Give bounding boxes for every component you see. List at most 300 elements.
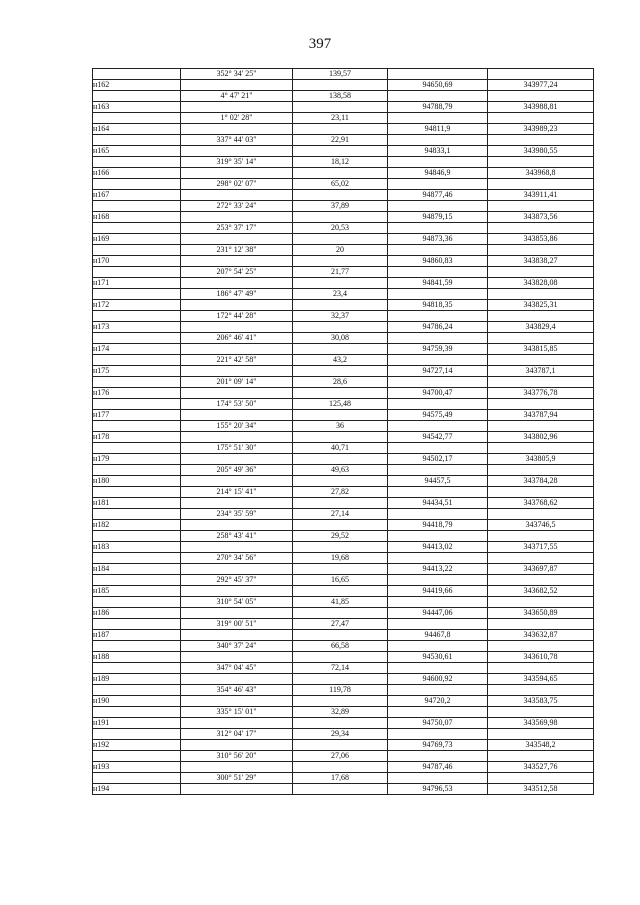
- segment-row: [93, 157, 594, 168]
- bearing-cell: 270° 34' 56": [181, 553, 293, 564]
- y-coordinate-cell: 343697,87: [488, 564, 594, 575]
- length-cell: [293, 146, 388, 157]
- x-coordinate-cell: 94447,06: [388, 608, 488, 619]
- point-row: [93, 476, 594, 487]
- point-name-cell: н188: [93, 652, 181, 663]
- x-coordinate-cell: 94841,59: [388, 278, 488, 289]
- segment-row: [93, 421, 594, 432]
- segment-row: [93, 575, 594, 586]
- point-row: [93, 234, 594, 245]
- segment-row: [93, 355, 594, 366]
- y-coordinate-cell: 343632,87: [488, 630, 594, 641]
- point-row: [93, 762, 594, 773]
- x-coordinate-cell: 94542,77: [388, 432, 488, 443]
- length-cell: [293, 124, 388, 135]
- segment-row: [93, 443, 594, 454]
- bearing-cell: [181, 344, 293, 355]
- x-coordinate-cell: [388, 311, 488, 322]
- y-coordinate-cell: [488, 267, 594, 278]
- y-coordinate-cell: 343787,1: [488, 366, 594, 377]
- segment-row: [93, 267, 594, 278]
- y-coordinate-cell: 343838,27: [488, 256, 594, 267]
- point-name-cell: [93, 553, 181, 564]
- y-coordinate-cell: [488, 377, 594, 388]
- x-coordinate-cell: 94796,53: [388, 784, 488, 795]
- x-coordinate-cell: [388, 729, 488, 740]
- point-name-cell: [93, 619, 181, 630]
- segment-row: [93, 663, 594, 674]
- point-name-cell: [93, 311, 181, 322]
- point-name-cell: н187: [93, 630, 181, 641]
- y-coordinate-cell: 343829,4: [488, 322, 594, 333]
- y-coordinate-cell: 343815,85: [488, 344, 594, 355]
- bearing-cell: 319° 35' 14": [181, 157, 293, 168]
- bearing-cell: [181, 718, 293, 729]
- bearing-cell: 234° 35' 59": [181, 509, 293, 520]
- bearing-cell: [181, 740, 293, 751]
- point-name-cell: н183: [93, 542, 181, 553]
- point-row: [93, 168, 594, 179]
- point-name-cell: н162: [93, 80, 181, 91]
- bearing-cell: [181, 630, 293, 641]
- length-cell: 19,68: [293, 553, 388, 564]
- y-coordinate-cell: [488, 443, 594, 454]
- point-name-cell: н191: [93, 718, 181, 729]
- length-cell: [293, 564, 388, 575]
- point-row: [93, 344, 594, 355]
- bearing-cell: 253° 37' 17": [181, 223, 293, 234]
- y-coordinate-cell: 343776,78: [488, 388, 594, 399]
- y-coordinate-cell: 343682,52: [488, 586, 594, 597]
- point-row: [93, 498, 594, 509]
- point-row: [93, 652, 594, 663]
- x-coordinate-cell: 94769,73: [388, 740, 488, 751]
- length-cell: [293, 454, 388, 465]
- y-coordinate-cell: 343828,08: [488, 278, 594, 289]
- length-cell: 22,91: [293, 135, 388, 146]
- x-coordinate-cell: [388, 575, 488, 586]
- segment-row: [93, 69, 594, 80]
- point-name-cell: [93, 707, 181, 718]
- bearing-cell: [181, 762, 293, 773]
- point-name-cell: [93, 69, 181, 80]
- y-coordinate-cell: [488, 113, 594, 124]
- y-coordinate-cell: [488, 223, 594, 234]
- length-cell: [293, 344, 388, 355]
- point-name-cell: [93, 355, 181, 366]
- x-coordinate-cell: 94418,79: [388, 520, 488, 531]
- length-cell: [293, 366, 388, 377]
- x-coordinate-cell: [388, 377, 488, 388]
- length-cell: [293, 520, 388, 531]
- point-name-cell: н192: [93, 740, 181, 751]
- y-coordinate-cell: 343968,8: [488, 168, 594, 179]
- page-number: 397: [308, 36, 332, 52]
- y-coordinate-cell: [488, 201, 594, 212]
- length-cell: [293, 388, 388, 399]
- length-cell: 66,58: [293, 641, 388, 652]
- bearing-cell: 292° 45' 37": [181, 575, 293, 586]
- point-row: [93, 410, 594, 421]
- bearing-cell: 207° 54' 25": [181, 267, 293, 278]
- y-coordinate-cell: 343548,2: [488, 740, 594, 751]
- point-row: [93, 102, 594, 113]
- point-name-cell: [93, 443, 181, 454]
- y-coordinate-cell: [488, 641, 594, 652]
- bearing-cell: 205° 49' 36": [181, 465, 293, 476]
- y-coordinate-cell: 343911,41: [488, 190, 594, 201]
- length-cell: 119,78: [293, 685, 388, 696]
- point-name-cell: [93, 575, 181, 586]
- bearing-cell: [181, 146, 293, 157]
- length-cell: [293, 652, 388, 663]
- bearing-cell: 221° 42' 58": [181, 355, 293, 366]
- y-coordinate-cell: 343805,9: [488, 454, 594, 465]
- point-name-cell: [93, 685, 181, 696]
- y-coordinate-cell: 343594,65: [488, 674, 594, 685]
- y-coordinate-cell: [488, 179, 594, 190]
- x-coordinate-cell: [388, 223, 488, 234]
- point-row: [93, 674, 594, 685]
- segment-row: [93, 245, 594, 256]
- x-coordinate-cell: 94786,24: [388, 322, 488, 333]
- y-coordinate-cell: [488, 69, 594, 80]
- x-coordinate-cell: [388, 245, 488, 256]
- point-row: [93, 80, 594, 91]
- segment-row: [93, 333, 594, 344]
- y-coordinate-cell: [488, 399, 594, 410]
- y-coordinate-cell: [488, 685, 594, 696]
- x-coordinate-cell: 94413,22: [388, 564, 488, 575]
- y-coordinate-cell: 343583,75: [488, 696, 594, 707]
- segment-row: [93, 641, 594, 652]
- bearing-cell: 155° 20' 34": [181, 421, 293, 432]
- bearing-cell: [181, 696, 293, 707]
- y-coordinate-cell: [488, 245, 594, 256]
- coordinates-table: [92, 68, 594, 795]
- y-coordinate-cell: 343988,81: [488, 102, 594, 113]
- x-coordinate-cell: 94833,1: [388, 146, 488, 157]
- length-cell: 27,06: [293, 751, 388, 762]
- x-coordinate-cell: [388, 289, 488, 300]
- length-cell: [293, 542, 388, 553]
- point-name-cell: [93, 641, 181, 652]
- point-row: [93, 542, 594, 553]
- point-name-cell: [93, 531, 181, 542]
- point-name-cell: [93, 267, 181, 278]
- x-coordinate-cell: [388, 399, 488, 410]
- length-cell: 27,82: [293, 487, 388, 498]
- x-coordinate-cell: [388, 179, 488, 190]
- bearing-cell: [181, 278, 293, 289]
- x-coordinate-cell: [388, 443, 488, 454]
- length-cell: 41,85: [293, 597, 388, 608]
- bearing-cell: 272° 33' 24": [181, 201, 293, 212]
- bearing-cell: 172° 44' 28": [181, 311, 293, 322]
- segment-row: [93, 487, 594, 498]
- bearing-cell: [181, 80, 293, 91]
- x-coordinate-cell: 94727,14: [388, 366, 488, 377]
- x-coordinate-cell: [388, 333, 488, 344]
- length-cell: 17,68: [293, 773, 388, 784]
- point-row: [93, 520, 594, 531]
- y-coordinate-cell: [488, 751, 594, 762]
- point-row: [93, 608, 594, 619]
- segment-row: [93, 773, 594, 784]
- point-name-cell: н189: [93, 674, 181, 685]
- x-coordinate-cell: [388, 69, 488, 80]
- point-name-cell: [93, 91, 181, 102]
- point-name-cell: н184: [93, 564, 181, 575]
- y-coordinate-cell: [488, 619, 594, 630]
- x-coordinate-cell: [388, 707, 488, 718]
- point-name-cell: н186: [93, 608, 181, 619]
- length-cell: 32,37: [293, 311, 388, 322]
- y-coordinate-cell: 343980,55: [488, 146, 594, 157]
- point-name-cell: [93, 245, 181, 256]
- x-coordinate-cell: [388, 773, 488, 784]
- x-coordinate-cell: 94600,92: [388, 674, 488, 685]
- segment-row: [93, 311, 594, 322]
- bearing-cell: [181, 410, 293, 421]
- y-coordinate-cell: [488, 663, 594, 674]
- y-coordinate-cell: [488, 91, 594, 102]
- x-coordinate-cell: 94879,15: [388, 212, 488, 223]
- length-cell: 32,89: [293, 707, 388, 718]
- x-coordinate-cell: 94759,39: [388, 344, 488, 355]
- y-coordinate-cell: [488, 597, 594, 608]
- length-cell: 16,65: [293, 575, 388, 586]
- point-name-cell: н165: [93, 146, 181, 157]
- bearing-cell: 186° 47' 49": [181, 289, 293, 300]
- x-coordinate-cell: 94457,5: [388, 476, 488, 487]
- y-coordinate-cell: [488, 289, 594, 300]
- bearing-cell: [181, 300, 293, 311]
- y-coordinate-cell: 343610,78: [488, 652, 594, 663]
- x-coordinate-cell: [388, 487, 488, 498]
- point-name-cell: н182: [93, 520, 181, 531]
- point-name-cell: [93, 223, 181, 234]
- length-cell: [293, 168, 388, 179]
- y-coordinate-cell: 343717,55: [488, 542, 594, 553]
- segment-row: [93, 135, 594, 146]
- y-coordinate-cell: [488, 487, 594, 498]
- point-name-cell: н194: [93, 784, 181, 795]
- segment-row: [93, 289, 594, 300]
- y-coordinate-cell: 343825,31: [488, 300, 594, 311]
- point-row: [93, 388, 594, 399]
- point-name-cell: н167: [93, 190, 181, 201]
- length-cell: [293, 630, 388, 641]
- x-coordinate-cell: [388, 751, 488, 762]
- point-row: [93, 696, 594, 707]
- y-coordinate-cell: 343977,24: [488, 80, 594, 91]
- length-cell: [293, 190, 388, 201]
- bearing-cell: [181, 322, 293, 333]
- point-name-cell: н168: [93, 212, 181, 223]
- point-row: [93, 278, 594, 289]
- x-coordinate-cell: 94650,69: [388, 80, 488, 91]
- length-cell: 27,47: [293, 619, 388, 630]
- point-name-cell: н178: [93, 432, 181, 443]
- x-coordinate-cell: [388, 685, 488, 696]
- point-name-cell: н174: [93, 344, 181, 355]
- y-coordinate-cell: [488, 531, 594, 542]
- length-cell: 36: [293, 421, 388, 432]
- point-row: [93, 322, 594, 333]
- bearing-cell: 310° 56' 20": [181, 751, 293, 762]
- point-row: [93, 190, 594, 201]
- point-name-cell: [93, 509, 181, 520]
- point-name-cell: н164: [93, 124, 181, 135]
- point-name-cell: [93, 113, 181, 124]
- segment-row: [93, 685, 594, 696]
- segment-row: [93, 399, 594, 410]
- length-cell: 28,6: [293, 377, 388, 388]
- x-coordinate-cell: 94788,79: [388, 102, 488, 113]
- segment-row: [93, 201, 594, 212]
- y-coordinate-cell: [488, 311, 594, 322]
- point-name-cell: [93, 399, 181, 410]
- segment-row: [93, 179, 594, 190]
- bearing-cell: [181, 784, 293, 795]
- bearing-cell: 231° 12' 38": [181, 245, 293, 256]
- length-cell: [293, 740, 388, 751]
- y-coordinate-cell: [488, 465, 594, 476]
- x-coordinate-cell: [388, 465, 488, 476]
- bearing-cell: 174° 53' 50": [181, 399, 293, 410]
- bearing-cell: 312° 04' 17": [181, 729, 293, 740]
- point-row: [93, 454, 594, 465]
- length-cell: [293, 498, 388, 509]
- point-name-cell: [93, 663, 181, 674]
- y-coordinate-cell: 343802,96: [488, 432, 594, 443]
- bearing-cell: 310° 54' 05": [181, 597, 293, 608]
- length-cell: 139,57: [293, 69, 388, 80]
- bearing-cell: [181, 498, 293, 509]
- point-row: [93, 366, 594, 377]
- x-coordinate-cell: 94413,02: [388, 542, 488, 553]
- y-coordinate-cell: [488, 355, 594, 366]
- bearing-cell: 319° 00' 51": [181, 619, 293, 630]
- x-coordinate-cell: 94575,49: [388, 410, 488, 421]
- y-coordinate-cell: [488, 729, 594, 740]
- segment-row: [93, 531, 594, 542]
- point-name-cell: [93, 597, 181, 608]
- point-name-cell: [93, 377, 181, 388]
- point-row: [93, 300, 594, 311]
- length-cell: [293, 674, 388, 685]
- bearing-cell: [181, 388, 293, 399]
- y-coordinate-cell: 343989,23: [488, 124, 594, 135]
- length-cell: [293, 278, 388, 289]
- length-cell: 43,2: [293, 355, 388, 366]
- bearing-cell: [181, 454, 293, 465]
- bearing-cell: 206° 46' 41": [181, 333, 293, 344]
- coordinates-table-body: [93, 69, 594, 795]
- x-coordinate-cell: [388, 531, 488, 542]
- bearing-cell: 335° 15' 01": [181, 707, 293, 718]
- x-coordinate-cell: 94787,46: [388, 762, 488, 773]
- bearing-cell: 201° 09' 14": [181, 377, 293, 388]
- bearing-cell: 1° 02' 28": [181, 113, 293, 124]
- bearing-cell: 300° 51' 29": [181, 773, 293, 784]
- y-coordinate-cell: [488, 157, 594, 168]
- segment-row: [93, 553, 594, 564]
- segment-row: [93, 597, 594, 608]
- length-cell: 37,89: [293, 201, 388, 212]
- length-cell: [293, 608, 388, 619]
- bearing-cell: 298° 02' 07": [181, 179, 293, 190]
- point-name-cell: [93, 465, 181, 476]
- x-coordinate-cell: 94877,46: [388, 190, 488, 201]
- length-cell: 18,12: [293, 157, 388, 168]
- x-coordinate-cell: 94700,47: [388, 388, 488, 399]
- length-cell: 21,77: [293, 267, 388, 278]
- point-name-cell: н171: [93, 278, 181, 289]
- point-name-cell: [93, 201, 181, 212]
- length-cell: 40,71: [293, 443, 388, 454]
- bearing-cell: 337° 44' 03": [181, 135, 293, 146]
- point-name-cell: н180: [93, 476, 181, 487]
- length-cell: 138,58: [293, 91, 388, 102]
- x-coordinate-cell: 94530,61: [388, 652, 488, 663]
- length-cell: [293, 784, 388, 795]
- point-name-cell: н176: [93, 388, 181, 399]
- x-coordinate-cell: 94720,2: [388, 696, 488, 707]
- point-name-cell: [93, 729, 181, 740]
- point-name-cell: н177: [93, 410, 181, 421]
- y-coordinate-cell: 343873,56: [488, 212, 594, 223]
- length-cell: 29,34: [293, 729, 388, 740]
- bearing-cell: 4° 47' 21": [181, 91, 293, 102]
- y-coordinate-cell: [488, 421, 594, 432]
- length-cell: 27,14: [293, 509, 388, 520]
- x-coordinate-cell: [388, 597, 488, 608]
- x-coordinate-cell: [388, 91, 488, 102]
- x-coordinate-cell: 94860,83: [388, 256, 488, 267]
- length-cell: [293, 234, 388, 245]
- bearing-cell: [181, 674, 293, 685]
- bearing-cell: [181, 190, 293, 201]
- length-cell: 49,63: [293, 465, 388, 476]
- length-cell: [293, 586, 388, 597]
- bearing-cell: 354° 46' 43": [181, 685, 293, 696]
- bearing-cell: [181, 256, 293, 267]
- segment-row: [93, 729, 594, 740]
- length-cell: [293, 762, 388, 773]
- x-coordinate-cell: [388, 267, 488, 278]
- y-coordinate-cell: 343650,89: [488, 608, 594, 619]
- x-coordinate-cell: 94811,9: [388, 124, 488, 135]
- bearing-cell: [181, 366, 293, 377]
- point-name-cell: [93, 487, 181, 498]
- length-cell: 65,02: [293, 179, 388, 190]
- x-coordinate-cell: 94502,17: [388, 454, 488, 465]
- segment-row: [93, 113, 594, 124]
- x-coordinate-cell: [388, 663, 488, 674]
- x-coordinate-cell: [388, 641, 488, 652]
- bearing-cell: [181, 124, 293, 135]
- y-coordinate-cell: 343527,76: [488, 762, 594, 773]
- length-cell: [293, 476, 388, 487]
- x-coordinate-cell: [388, 157, 488, 168]
- y-coordinate-cell: 343784,28: [488, 476, 594, 487]
- segment-row: [93, 91, 594, 102]
- point-row: [93, 630, 594, 641]
- point-row: [93, 212, 594, 223]
- bearing-cell: [181, 234, 293, 245]
